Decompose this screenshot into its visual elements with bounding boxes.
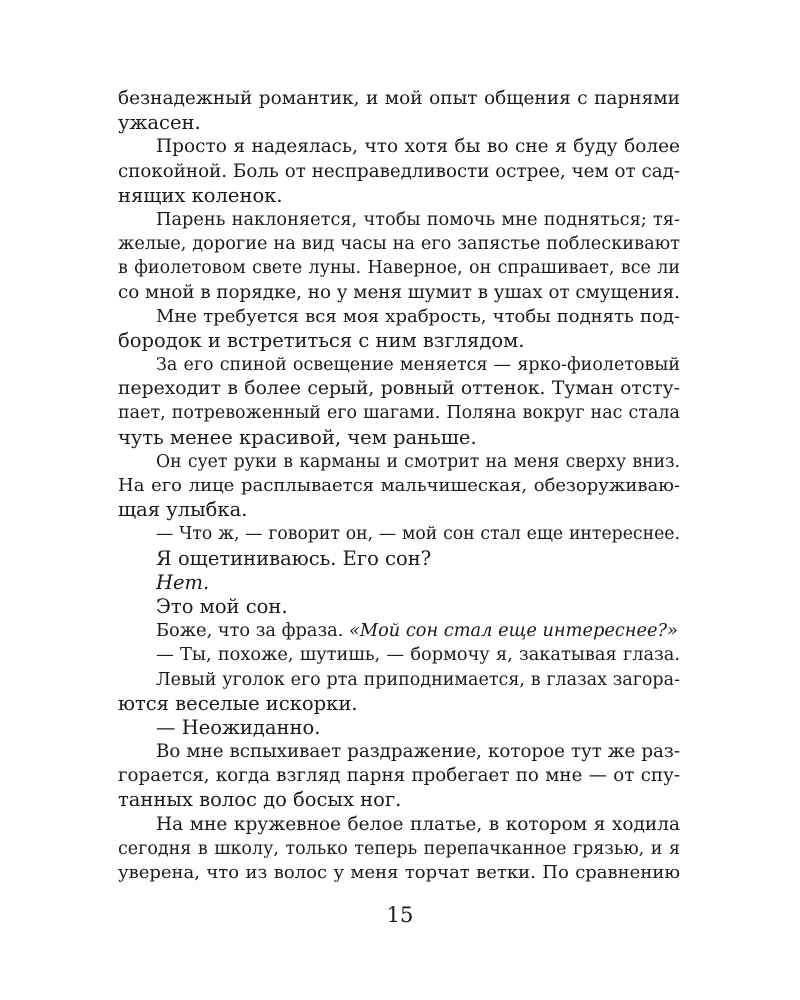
body-text bbox=[118, 87, 680, 885]
text-line: — Неожиданно. bbox=[156, 715, 321, 739]
text-line: Просто я надеялась, что хотя бы во сне я буду более bbox=[156, 136, 680, 158]
text-line: Мне требуется вся моя храбрость, чтобы поднять под- bbox=[156, 305, 680, 327]
text-line: безнадежный романтик, и мой опыт общения с парнями bbox=[118, 88, 680, 109]
text-line bbox=[118, 619, 680, 643]
text-line: горается, когда взгляд парня пробегает по мне — от спу- bbox=[118, 765, 680, 787]
text-line: бородок и встретиться с ним взглядом. bbox=[118, 328, 525, 352]
text-line: Левый уголок его рта приподнимается, в глазах загора- bbox=[156, 669, 680, 690]
text-line: желые, дорогие на вид часы на его запястье поблескивают bbox=[118, 234, 680, 255]
text-line: нящих коленок. bbox=[118, 183, 283, 207]
text-line: в фиолетовом свете луны. Наверное, он спрашивает, все ли bbox=[118, 258, 680, 279]
text-line: ужасен. bbox=[118, 111, 201, 135]
italic-quote: «Мой сон стал еще интереснее?» bbox=[349, 621, 678, 642]
text-line: со мной в порядке, но у меня шумит в ушах от смущения. bbox=[118, 281, 680, 303]
text-line: спокойной. Боль от несправедливости острее, чем от сад- bbox=[118, 160, 680, 182]
text-line: уверена, что из волос у меня торчат ветки. По сравнению bbox=[118, 862, 680, 883]
text-line: Парень наклоняется, чтобы помочь мне подняться; тя- bbox=[156, 209, 680, 230]
page-number: 15 bbox=[386, 903, 414, 927]
text-line: ются веселые искорки. bbox=[118, 691, 358, 715]
text-line-italic: Нет. bbox=[156, 570, 210, 594]
text-line: За его спиной освещение меняется — ярко-фиолетовый bbox=[156, 355, 680, 376]
text-line: На мне кружевное белое платье, в котором я ходила bbox=[156, 813, 680, 835]
text-line: Во мне вспыхивает раздражение, которое тут же раз- bbox=[156, 741, 680, 763]
text-line: На его лице расплывается мальчишеская, обезоруживаю- bbox=[118, 475, 680, 496]
text-run: Боже, что за фраза. bbox=[156, 621, 350, 642]
text-line: чуть менее красивой, чем раньше. bbox=[118, 425, 477, 449]
text-line: переходит в более серый, ровный оттенок. Туман отсту- bbox=[118, 378, 680, 400]
text-line: пает, потревоженный его шагами. Поляна вокруг нас стала bbox=[118, 403, 680, 424]
text-line: — Ты, похоже, шутишь, — бормочу я, закатывая глаза. bbox=[156, 645, 680, 666]
text-line: Я ощетиниваюсь. Его сон? bbox=[156, 546, 432, 570]
text-line: Это мой сон. bbox=[156, 594, 288, 618]
text-line: щая улыбка. bbox=[118, 498, 248, 522]
text-line: танных волос до босых ног. bbox=[118, 788, 402, 812]
text-line: — Что ж, — говорит он, — мой сон стал еще интереснее. bbox=[156, 524, 680, 545]
text-line: сегодня в школу, только теперь перепачканное грязью, и я bbox=[118, 838, 680, 859]
text-line: Он сует руки в карманы и смотрит на меня сверху вниз. bbox=[156, 451, 680, 472]
